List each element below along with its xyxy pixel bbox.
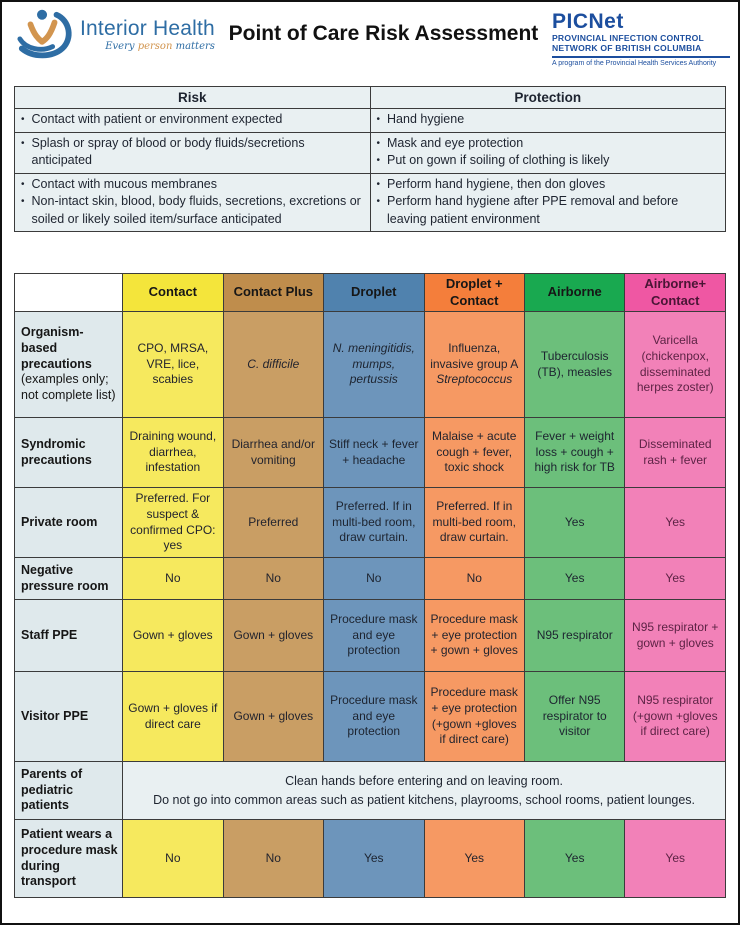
precaution-cell-private-room-airborne-contact: Yes <box>625 488 726 558</box>
picnet-line2: NETWORK OF BRITISH COLUMBIA <box>551 43 702 54</box>
risk-cell <box>15 173 371 232</box>
interior-health-name: Interior Health <box>80 17 215 40</box>
precaution-cell-staff-ppe-droplet: Procedure mask and eye protection <box>324 600 424 672</box>
bullet-icon: • <box>21 114 25 125</box>
precaution-cell-staff-ppe-contact-plus: Gown + gloves <box>223 600 323 672</box>
protection-item <box>377 152 720 170</box>
precaution-cell-visitor-ppe-contact: Gown + gloves if direct care <box>123 672 223 762</box>
protection-item <box>377 111 720 129</box>
precautions-row-parents-of-pediatric-patients <box>15 762 726 820</box>
precautions-row-negative-pressure-room <box>15 558 726 600</box>
precaution-cell-syndromic-precautions-airborne: Fever + weight loss + cough + high risk for TB <box>524 418 624 488</box>
risk-item-text: Non-intact skin, blood, body fluids, secretions, excretions or soiled or likely soiled item/surface anticipated <box>31 194 361 226</box>
row-label-syndromic-precautions <box>15 418 123 488</box>
precaution-cell-syndromic-precautions-contact-plus: Diarrhea and/or vomiting <box>223 418 323 488</box>
precautions-row-patient-mask-transport <box>15 820 726 898</box>
risk-cell <box>15 132 371 173</box>
protection-item-text: Perform hand hygiene, then don gloves <box>387 176 606 191</box>
bullet-icon: • <box>21 178 25 190</box>
precautions-row-private-room <box>15 488 726 558</box>
risk-item <box>21 135 364 170</box>
row-label-private-room <box>15 488 123 558</box>
span-cell-line: Clean hands before entering and on leaving room. <box>285 774 564 789</box>
precautions-section <box>14 273 726 898</box>
bullet-icon: • <box>376 155 381 166</box>
protection-column-header: Protection <box>370 87 726 109</box>
precaution-cell-organism-based-precautions-contact-plus: C. difficile <box>223 312 323 418</box>
precaution-cell-negative-pressure-room-airborne: Yes <box>524 558 624 600</box>
risk-item <box>21 111 364 129</box>
column-header-droplet: Droplet <box>324 274 424 312</box>
precaution-cell-organism-based-precautions-airborne: Tuberculosis (TB), measles <box>524 312 624 418</box>
precautions-table <box>14 273 726 898</box>
precaution-cell-staff-ppe-airborne-contact: N95 respirator + gown + gloves <box>625 600 726 672</box>
column-header-droplet-contact: Droplet + Contact <box>424 274 524 312</box>
row-label-text: Visitor PPE <box>21 708 89 723</box>
corner-cell <box>15 274 123 312</box>
bullet-icon: • <box>376 137 381 149</box>
interior-health-wordmark <box>80 18 215 52</box>
cell-text: Influenza, invasive group A <box>430 341 519 371</box>
protection-item-text: Perform hand hygiene after PPE removal and before leaving patient environment <box>387 194 679 226</box>
row-label-negative-pressure-room <box>15 558 123 600</box>
precaution-cell-organism-based-precautions-contact: CPO, MRSA, VRE, lice, scabies <box>123 312 223 418</box>
interior-health-logo-icon <box>12 8 74 62</box>
bullet-icon: • <box>21 196 25 207</box>
precaution-cell-patient-mask-transport-airborne-contact: Yes <box>625 820 726 898</box>
precaution-cell-patient-mask-transport-droplet-contact: Yes <box>424 820 524 898</box>
risk-item-text: Contact with patient or environment expected <box>31 112 283 126</box>
precaution-cell-private-room-airborne: Yes <box>524 488 624 558</box>
precaution-cell-patient-mask-transport-contact-plus: No <box>223 820 323 898</box>
picnet-line1: PROVINCIAL INFECTION CONTROL <box>551 33 704 44</box>
precaution-cell-negative-pressure-room-contact-plus: No <box>223 558 323 600</box>
column-header-airborne: Airborne <box>524 274 624 312</box>
precaution-cell-private-room-droplet-contact: Preferred. If in multi-bed room, draw curtain. <box>424 488 524 558</box>
precaution-cell-negative-pressure-room-droplet: No <box>324 558 424 600</box>
precaution-cell-private-room-contact: Preferred. For suspect & confirmed CPO: yes <box>123 488 223 558</box>
precaution-cell-visitor-ppe-airborne-contact: N95 respirator (+gown +gloves if direct care) <box>625 672 726 762</box>
protection-cell <box>370 132 726 173</box>
row-label-staff-ppe <box>15 600 123 672</box>
precautions-row-organism-based-precautions <box>15 312 726 418</box>
protection-cell <box>370 173 726 232</box>
row-label-text: Negative pressure room <box>21 562 109 593</box>
row-label-patient-mask-transport <box>15 820 123 898</box>
precaution-cell-visitor-ppe-droplet-contact: Procedure mask + eye protection (+gown +gloves if direct care) <box>424 672 524 762</box>
bullet-icon: • <box>21 137 25 149</box>
precaution-cell-organism-based-precautions-droplet-contact <box>424 312 524 418</box>
bullet-icon: • <box>376 196 381 207</box>
column-header-contact: Contact <box>123 274 223 312</box>
row-label-visitor-ppe <box>15 672 123 762</box>
protection-item-text: Mask and eye protection <box>387 135 524 150</box>
precautions-header-row <box>15 274 726 312</box>
precaution-cell-negative-pressure-room-airborne-contact: Yes <box>625 558 726 600</box>
protection-item-text: Hand hygiene <box>387 112 465 126</box>
protection-item <box>377 176 720 194</box>
precaution-cell-organism-based-precautions-airborne-contact: Varicella (chickenpox, disseminated herpes zoster) <box>625 312 726 418</box>
precaution-cell-staff-ppe-droplet-contact: Procedure mask + eye protection + gown + gloves <box>424 600 524 672</box>
precaution-cell-private-room-contact-plus: Preferred <box>223 488 323 558</box>
risk-cell <box>15 109 371 133</box>
interior-health-tagline: Every person matters <box>105 41 215 52</box>
precaution-cell-syndromic-precautions-droplet: Stiff neck + fever + headache <box>324 418 424 488</box>
risk-table-row <box>15 109 726 133</box>
interior-health-logo <box>12 8 215 62</box>
precautions-row-visitor-ppe <box>15 672 726 762</box>
precaution-cell-visitor-ppe-contact-plus: Gown + gloves <box>223 672 323 762</box>
protection-item-text: Put on gown if soiling of clothing is likely <box>387 153 610 167</box>
risk-column-header: Risk <box>15 87 371 109</box>
protection-item <box>377 193 720 228</box>
cell-text: Streptococcus <box>436 372 513 387</box>
risk-table-row <box>15 132 726 173</box>
protection-item <box>377 135 720 153</box>
row-label-text: Parents of pediatric patients <box>21 767 83 813</box>
row-label-text: Patient wears a procedure mask during transport <box>21 827 118 889</box>
precaution-cell-visitor-ppe-droplet: Procedure mask and eye protection <box>324 672 424 762</box>
precaution-cell-staff-ppe-airborne: N95 respirator <box>524 600 624 672</box>
row-label-text: Private room <box>21 514 98 529</box>
row-label-text: Staff PPE <box>21 627 78 642</box>
picnet-line3: A program of the Provincial Health Services Authority <box>551 59 717 67</box>
column-header-airborne-contact: Airborne+ Contact <box>625 274 726 312</box>
precautions-row-staff-ppe <box>15 600 726 672</box>
precaution-cell-patient-mask-transport-contact: No <box>123 820 223 898</box>
precaution-cell-staff-ppe-contact: Gown + gloves <box>123 600 223 672</box>
precaution-cell-patient-mask-transport-droplet: Yes <box>324 820 424 898</box>
precaution-cell-patient-mask-transport-airborne: Yes <box>524 820 624 898</box>
bullet-icon: • <box>376 114 381 125</box>
protection-cell <box>370 109 726 133</box>
precaution-cell-negative-pressure-room-contact: No <box>123 558 223 600</box>
risk-item-text: Contact with mucous membranes <box>31 176 218 191</box>
span-cell-parents-of-pediatric-patients <box>123 762 726 820</box>
picnet-name: PICNet <box>551 10 624 33</box>
page-header <box>2 2 738 74</box>
page-title: Point of Care Risk Assessment <box>228 22 539 45</box>
column-header-contact-plus: Contact Plus <box>223 274 323 312</box>
risk-item <box>21 176 364 194</box>
span-cell-line: Do not go into common areas such as patient kitchens, playrooms, school rooms, patient lounges. <box>153 792 696 807</box>
risk-item <box>21 193 364 228</box>
risk-protection-table <box>14 86 726 232</box>
precaution-cell-negative-pressure-room-droplet-contact: No <box>424 558 524 600</box>
precautions-row-syndromic-precautions <box>15 418 726 488</box>
precaution-cell-syndromic-precautions-droplet-contact: Malaise + acute cough + fever, toxic shock <box>424 418 524 488</box>
precaution-cell-organism-based-precautions-droplet: N. meningitidis, mumps, pertussis <box>324 312 424 418</box>
row-label-subtext: (examples only; not complete list) <box>21 372 116 402</box>
risk-item-text: Splash or spray of blood or body fluids/secretions anticipated <box>31 135 305 167</box>
picnet-divider <box>552 56 730 58</box>
picnet-logo <box>552 10 730 68</box>
bullet-icon: • <box>376 178 381 190</box>
risk-protection-section <box>14 86 726 232</box>
row-label-parents-of-pediatric-patients <box>15 762 123 820</box>
row-label-organism-based-precautions <box>15 312 123 418</box>
row-label-text: Syndromic precautions <box>21 436 92 467</box>
precaution-cell-visitor-ppe-airborne: Offer N95 respirator to visitor <box>524 672 624 762</box>
risk-table-row <box>15 173 726 232</box>
precaution-cell-syndromic-precautions-contact: Draining wound, diarrhea, infestation <box>123 418 223 488</box>
precaution-cell-private-room-droplet: Preferred. If in multi-bed room, draw curtain. <box>324 488 424 558</box>
precaution-cell-syndromic-precautions-airborne-contact: Disseminated rash + fever <box>625 418 726 488</box>
row-label-text: Organism-based precautions <box>21 325 92 371</box>
